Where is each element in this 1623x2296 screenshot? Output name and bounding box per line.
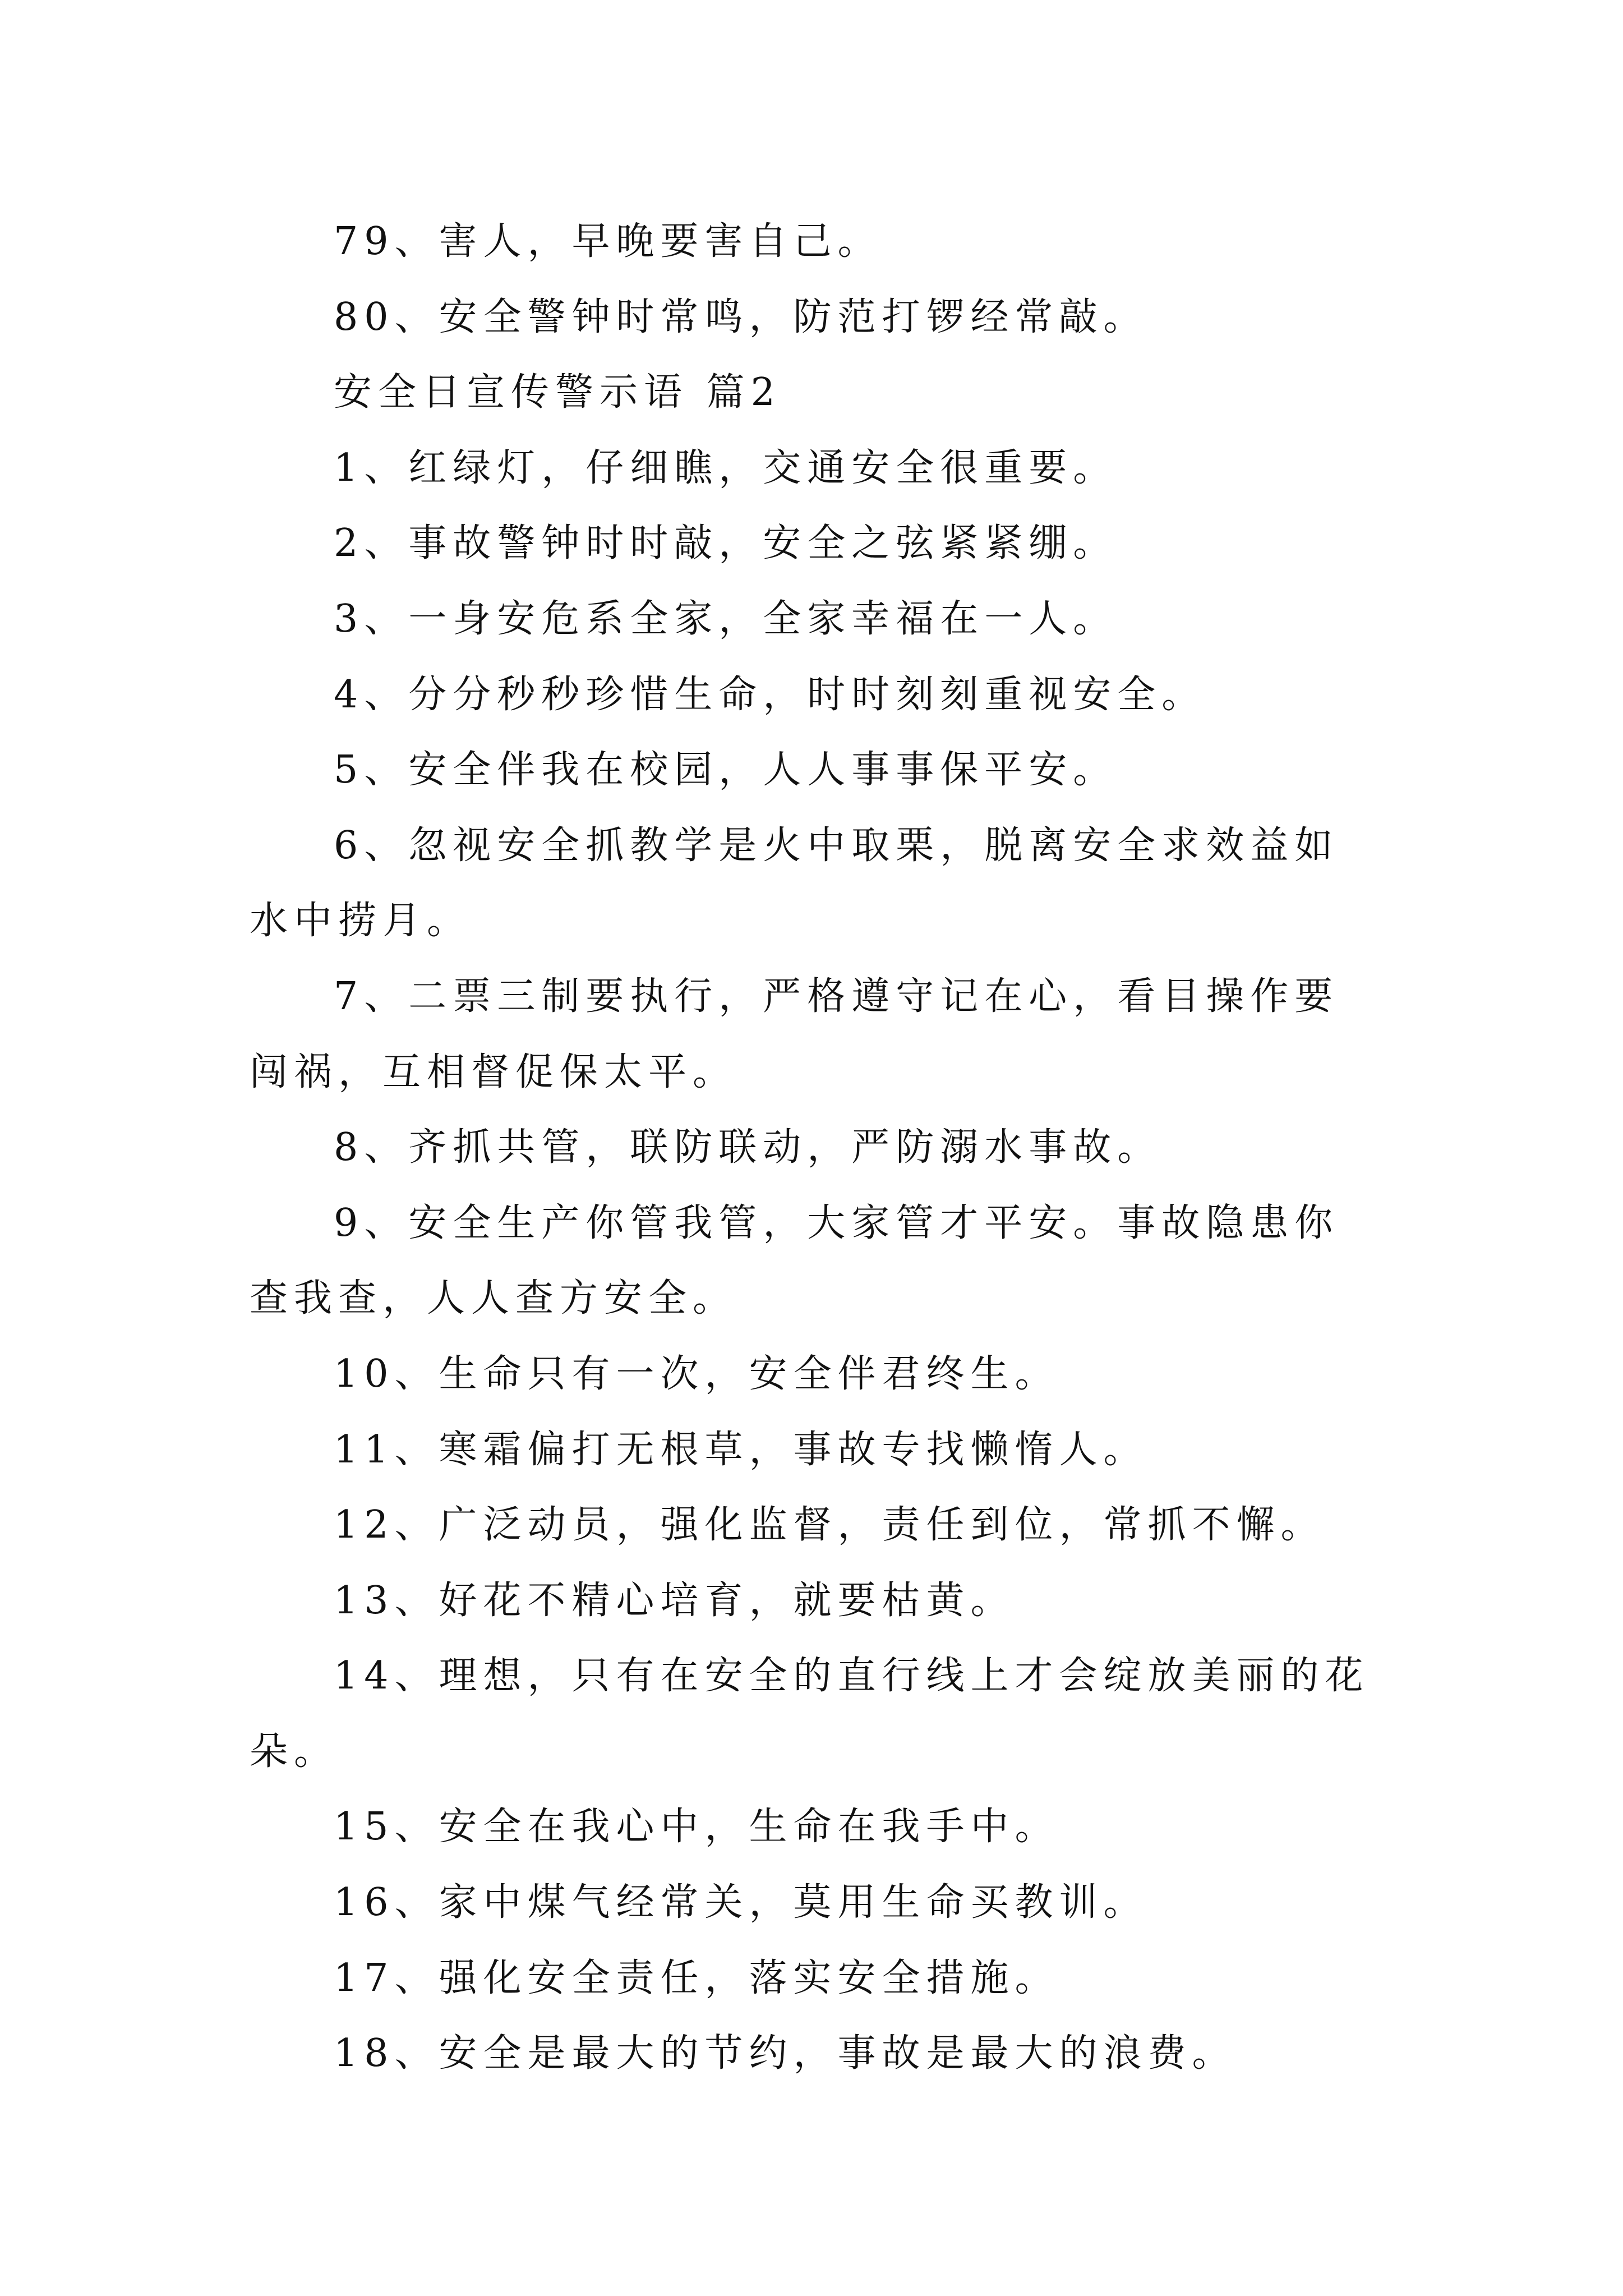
list-item: 14、理想，只有在安全的直行线上才会绽放美丽的花朵。 <box>250 1654 1370 1774</box>
list-item: 18、安全是最大的节约，事故是最大的浪费。 <box>334 2031 1237 2076</box>
list-item: 8、齐抓共管，联防联动，严防溺水事故。 <box>334 1125 1162 1170</box>
list-item: 16、家中煤气经常关，莫用生命买教训。 <box>334 1880 1148 1925</box>
list-item: 13、好花不精心培育，就要枯黄。 <box>334 1578 1015 1623</box>
list-item: 79、害人，早晚要害自己。 <box>334 219 882 264</box>
list-item: 11、寒霜偏打无根草，事故专找懒惰人。 <box>334 1427 1148 1472</box>
list-item: 17、强化安全责任，落实安全措施。 <box>334 1955 1059 2000</box>
list-item: 3、一身安危系全家，全家幸福在一人。 <box>334 596 1118 641</box>
list-item: 1、红绿灯，仔细瞧，交通安全很重要。 <box>334 445 1118 490</box>
list-item: 9、安全生产你管我管，大家管才平安。事故隐患你查我查，人人查方安全。 <box>250 1200 1339 1321</box>
list-item: 10、生命只有一次，安全伴君终生。 <box>334 1351 1059 1396</box>
list-item: 4、分分秒秒珍惜生命，时时刻刻重视安全。 <box>334 672 1206 717</box>
list-item: 6、忽视安全抓教学是火中取栗，脱离安全求效益如水中捞月。 <box>250 823 1339 944</box>
list-item: 15、安全在我心中，生命在我手中。 <box>334 1805 1059 1849</box>
list-item: 5、安全伴我在校园，人人事事保平安。 <box>334 748 1118 793</box>
document-body <box>250 204 1382 2092</box>
list-item: 80、安全警钟时常鸣，防范打锣经常敲。 <box>334 295 1148 339</box>
list-item: 2、事故警钟时时敲，安全之弦紧紧绷。 <box>334 521 1118 566</box>
list-item: 12、广泛动员，强化监督，责任到位，常抓不懈。 <box>334 1503 1325 1548</box>
section-heading: 安全日宣传警示语 篇2 <box>334 370 781 415</box>
list-item: 7、二票三制要执行，严格遵守记在心，看目操作要闯祸，互相督促保太平。 <box>250 974 1339 1094</box>
